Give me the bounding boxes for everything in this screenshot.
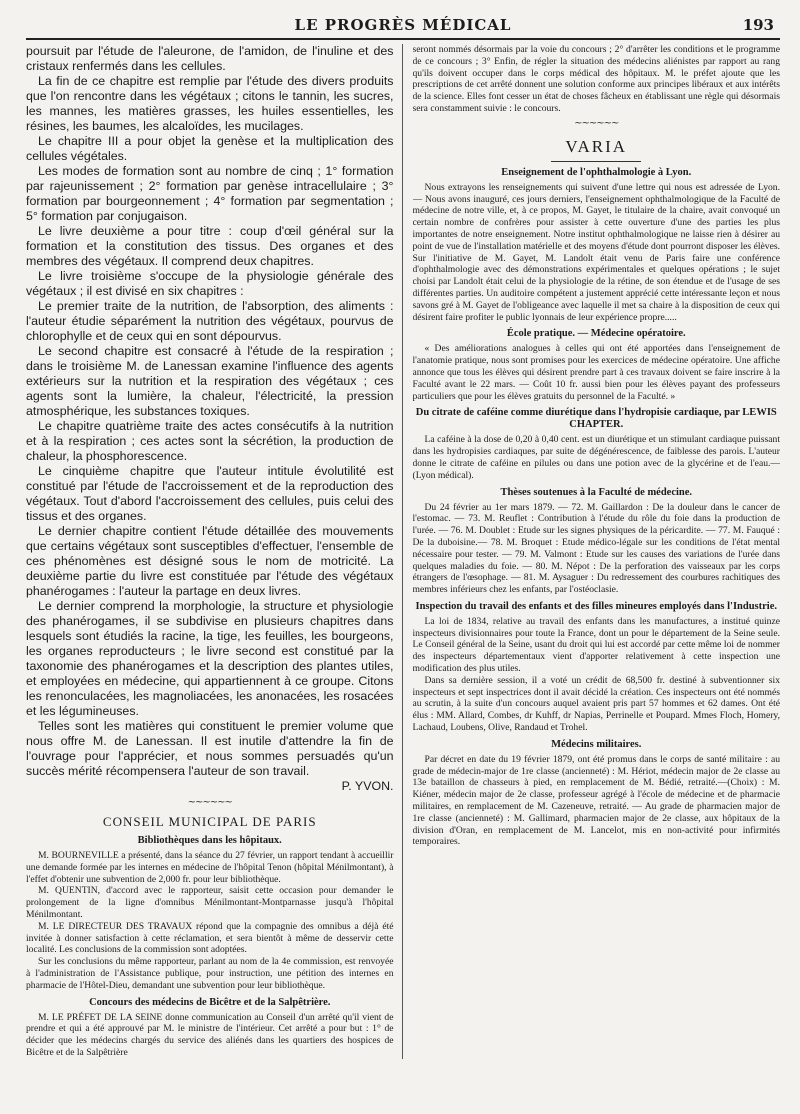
subsection-heading: Enseignement de l'ophthalmologie à Lyon. (501, 166, 692, 178)
paragraph: « Des améliorations analogues à celles qui ont été apportées dans l'enseignement de l'anatomie pratique, nous sont promises pour les exercices de médecine opératoire. Une affiche annonce que tous les élèves qui désirent prendre part à ces travaux doivent se faire inscrire à la Faculté avant le 22 mars. — Coût 10 fr. aussi bien pour les élèves payant des professeurs particuliers que pour les élèves gratuits du personnel de la Faculté. » (412, 343, 780, 402)
ornamental-divider: ~~~~~~ (574, 117, 619, 129)
varia-heading: VARIA (565, 136, 628, 156)
paragraph: Le livre deuxième a pour titre : coup d'œil général sur la formation et la constitution des tissus. Des organes et des membres des végétaux. Il comprend deux chapitres. (26, 224, 394, 268)
paragraph: poursuit par l'étude de l'aleurone, de l'amidon, de l'inuline et des cristaux renfermés dans les cellules. (26, 44, 394, 73)
paragraph: La fin de ce chapitre est remplie par l'étude des divers produits que l'on rencontre dans les végétaux ; citons le tannin, les sucres, les mannes, les matières grasses, les huiles essentielles, les résines, les baumes, les alcaloïdes, les mucilages. (26, 74, 394, 133)
subsection-heading: Concours des médecins de Bicêtre et de la Salpêtrière. (89, 996, 331, 1008)
subsection-heading: Du citrate de caféine comme diurétique dans l'hydropisie cardiaque, par LEWIS CHAPTER. (415, 407, 777, 431)
paragraph: La loi de 1834, relative au travail des enfants dans les manufactures, a institué quinze inspecteurs divisionnaires pour toute la France, dont un pour le département de la Seine seule. Le Conseil général de la Seine, usant du droit qui lui est accordé par cette même loi de nommer des inspecteurs départementaux vient d'apporter relativement à cette inspection une modification des plus utiles. (412, 615, 780, 675)
paragraph: La caféine à la dose de 0,20 à 0,40 cent. est un diurétique et un stimulant cardiaque puissant dans les hydropisies cardiaques, par suite de dégénérescence, de faiblesse des parois. L'auteur donne le citrate de caféine en pilules ou dans une potion avec de la glycérine et de l'eau.— (Lyon médical). (412, 434, 780, 481)
paragraph: Le livre troisième s'occupe de la physiologie générale des végétaux ; il est divisé en six chapitres : (26, 269, 394, 298)
paragraph: seront nommés désormais par la voie du concours ; 2° d'arrêter les conditions et le programme de ce concours ; 3° Enfin, de régler la situation des médecins aliénistes par rapport au rang qu'ils doivent occuper dans le corps médical des hôpitaux. M. le préfet ajoute que les prescriptions de cet arrêté donnent une solution conforme aux principes libéraux et aux intérêts de la science. Elles font cesser un état de choses fâcheux en établissant une règle qui désormais sera constamment suivie : le concours. (412, 44, 780, 114)
paragraph: M. BOURNEVILLE a présenté, dans la séance du 27 février, un rapport tendant à accueillir une demande formée par les internes en médecine de l'hôpital Tenon (hôpital Ménilmontant), à l'effet d'obtenir une subvention de 2,000 fr. pour leur bibliothèque. (26, 850, 394, 885)
subsection-heading: Bibliothèques dans les hôpitaux. (137, 835, 282, 846)
paragraph: Le second chapitre est consacré à l'étude de la respiration ; dans le troisième M. de Lanessan examine l'influence des agents extérieurs sur la nutrition et la respiration des végétaux ; ces agents sont la lumière, la chaleur, l'électricité, la pression atmosphérique, les substances toxiques. (26, 344, 394, 418)
section-heading: CONSEIL MUNICIPAL DE PARIS (102, 814, 317, 829)
paragraph: Dans sa dernière session, il a voté un crédit de 68,500 fr. destiné à subventionner six inspecteurs et sept inspectrices dont il avait décidé la création. Ces inspecteurs ont été nommés au scrutin, à la suite d'un concours auquel avaient pris part 57 hommes et 62 dames. Ont été élus : MM. Allard, Combes, dr Kuhff, dr Napias, Perrinelle et Poupard. Mmes Floch, Homery, Lachaud, Loubens, Olive, Randaud et Trohel. (412, 674, 780, 734)
subsection-heading: Inspection du travail des enfants et des filles mineures employés dans l'Industrie. (415, 600, 777, 612)
paragraph: Sur les conclusions du même rapporteur, parlant au nom de la 4e commission, est renvoyée à l'administration de l'Assistance publique, pour instruction, une pétition des internes en pharmacie de l'Hôtel-Dieu, demandant une subvention pour leur bibliothèque. (26, 956, 394, 991)
subsection-heading: École pratique. — Médecine opératoire. (506, 328, 686, 340)
paragraph: Le dernier comprend la morphologie, la structure et physiologie des phanérogames, il se subdivise en plusieurs chapitres dans lesquels sont étudiés la racine, la tige, les feuilles, les bourgeons, les organes reproducteurs ; le livre second est constitué par la taxonomie des phanérogames et la description des plantes utiles, et employées en médecine, qui appartiennent à ce groupe. Citons les renonculacées, les magnoliacées, les anonacées, les rosacées et les légumineuses. (26, 599, 394, 718)
journal-title: LE PROGRÈS MÉDICAL (294, 16, 512, 34)
subsection-heading: Médecins militaires. (551, 738, 642, 750)
paragraph: M. LE DIRECTEUR DES TRAVAUX répond que la compagnie des omnibus a déjà été invitée à donner satisfaction à cette réclamation, et sera bientôt à même de desservir cette localité. Les conclusions de la commission sont adoptées. (26, 920, 394, 956)
paragraph: Par décret en date du 19 février 1879, ont été promus dans le corps de santé militaire : au grade de médecin-major de 1re classe (ancienneté) : M. Hériot, médecin major de 2e classe au 13e bataillon de chasseurs à pied, en remplacement de M. Bédié, retraité.—(Choix) : M. Kiéner, médecin major de 2e classe, professeur agrégé à l'école de médecine et de pharmacie militaires, en remplacement de M. Cazeneuve, retraité. — Au grade de pharmacien major de 1re classe (ancienneté) : M. Gallimard, pharmacien major de 2e classe, aux hôpitaux de la division d'Oran, en remplacement de M. Lancelot, mis en non-activité pour infirmités temporaires. (412, 753, 780, 848)
paragraph: Le dernier chapitre contient l'étude détaillée des mouvements que certains végétaux sont susceptibles d'effectuer, l'ensemble de ces phénomènes est désigné sous le nom de motricité. La deuxième partie du livre est constituée par l'étude des végétaux phanérogames : l'auteur la partage en deux livres. (26, 524, 394, 598)
paragraph: M. LE PRÉFET DE LA SEINE donne communication au Conseil d'un arrêté qu'il vient de prendre et qui a été approuvé par M. le ministre de l'intérieur. Cet arrêté a pour but : 1° de décider que les médecins chargés du service des aliénés dans les quartiers des hospices de Bicêtre et de la Salpêtrière (26, 1011, 394, 1058)
heading-rule (551, 161, 641, 162)
page-number: 193 (742, 16, 774, 34)
subsection-heading: Thèses soutenues à la Faculté de médecine. (500, 486, 693, 498)
paragraph: Nous extrayons les renseignements qui suivent d'une lettre qui nous est adressée de Lyon. — Nous avons inauguré, ces jours derniers, l'enseignement ophthalmologique de la Faculté de médecine de notre ville, et, à ce propos, M. Gayet, le titulaire de la chaire, avait convoqué un certain nombre de confrères pour assister à cette ouverture d'une des parties les plus importantes de notre enseignement. Notre institut ophthalmologique ne laisse rien à désirer au point de vue de l'installation matérielle et des moyens d'étude dont pourront disposer les élèves. Sur l'initiative de M. Gayet, M. Landolt était venu de Paris faire une conférence d'ophthalmologie avec des démonstrations expérimentales et quelques opérations ; le sujet choisi par Landolt était celui de la physiologie de la rétine, de son étendue et de l'usage de ses différentes parties. Un auditoire compétent a justement apprécié cette intéressante leçon et nous savons gré à M. Gayet de l'obligeance avec laquelle il met sa chaire à la disposition de ceux qui désirent faire profiter le public lyonnais de leur expérience propre..... (412, 181, 780, 323)
running-head (26, 10, 780, 40)
ornamental-divider: ~~~~~~ (187, 797, 232, 808)
paragraph: Telles sont les matières qui constituent le premier volume que nous offre M. de Lanessan. Il est inutile d'attendre la fin de l'ouvrage pour l'apprécier, et nous sommes persuadés qu'un succès mérité récompensera l'auteur de son travail. (26, 719, 394, 778)
paragraph: Le chapitre quatrième traite des actes consécutifs à la nutrition et à la respiration ; ces actes sont la sécrétion, la production de chaleur, la phosphorescence. (26, 419, 394, 463)
paragraph: Le premier traite de la nutrition, de l'absorption, des aliments : l'auteur étudie séparément la nutrition des végétaux, pourvus de chlorophylle et de ceux qui en sont dépourvus. (26, 299, 394, 343)
paragraph: Le chapitre III a pour objet la genèse et la multiplication des cellules végétales. (26, 134, 394, 163)
signature: P. YVON. (341, 779, 394, 793)
paragraph: Du 24 février au 1er mars 1879. — 72. M. Gaillardon : De la douleur dans le cancer de l'estomac. — 73. M. Reuflet : Contribution à l'étude du rôle du foie dans la production de l'urée. — 76. M. Doublet : Etude sur les signes physiques de la péricardite. — 77. M. Fauqué : De la duboisine.— 78. M. Broquet : Etude médico-légale sur les conditions de l'état mental nécessaire pour tester. — 79. M. Valmont : Etude sur les causes des variations de l'urée dans quelques maladies du foie. — 80. M. Népot : De la perforation des vaisseaux par les corps étrangers de l'œsophage. — 81. M. Aysaguer : Du redressement des courbures rachitiques des membres inférieurs chez les enfants, par l'ostéoclasie. (412, 501, 780, 596)
right-column (413, 44, 781, 1059)
paragraph: M. QUENTIN, d'accord avec le rapporteur, saisit cette occasion pour demander le prolongement de la ligne d'omnibus Ménilmontant-Montparnasse jusqu'à l'hôpital Ménilmontant. (26, 885, 394, 920)
left-column (26, 44, 403, 1059)
paragraph: Les modes de formation sont au nombre de cinq ; 1° formation par rajeunissement ; 2° formation par genèse intracellulaire ; 3° formation par bourgeonnement ; 4° formation par segmentation ; 5° formation par conjugaison. (26, 164, 394, 223)
paragraph: Le cinquième chapitre que l'auteur intitule évolutilité est constitué par l'étude de l'accroissement et de la reproduction des végétaux. Tout d'abord l'accroissement des cellules, puis celui des tissus et des organes. (26, 464, 394, 523)
